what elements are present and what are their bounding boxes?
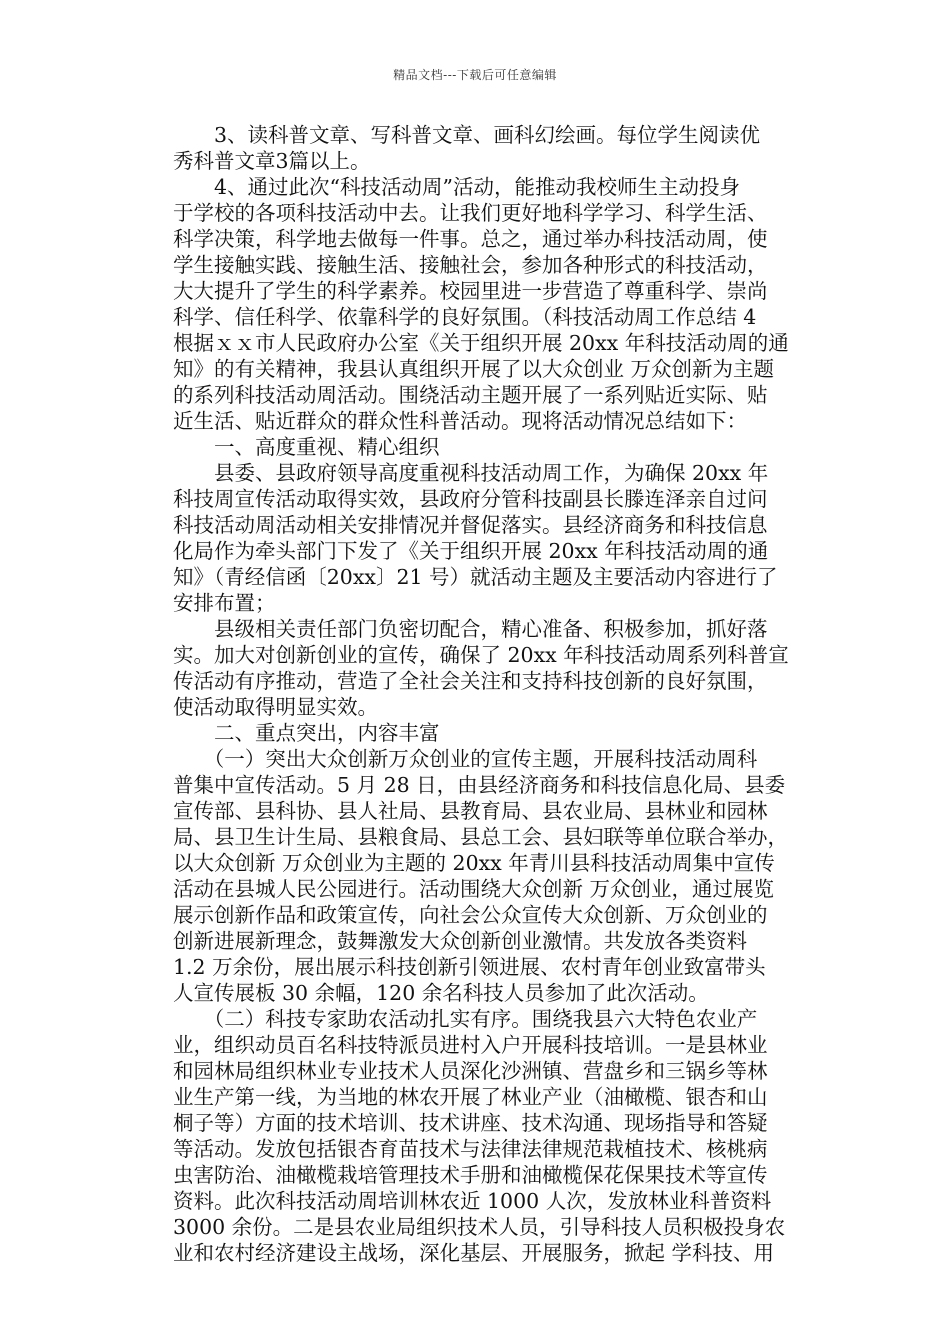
text-line: （二）科技专家助农活动扎实有序。围绕我县六大特色农业产 [173,1007,758,1031]
text-line: 的系列科技活动周活动。围绕活动主题开展了一系列贴近实际、贴 [173,383,768,407]
text-line: 虫害防治、油橄榄栽培管理技术手册和油橄榄保花保果技术等宣传 [173,1163,768,1187]
text-line: 科学决策，科学地去做每一件事。总之，通过举办科技活动周，使 [173,227,768,251]
text-line: 活动在县城人民公园进行。活动围绕大众创新 万众创业，通过展览 [173,877,775,901]
text-line: 资料。此次科技活动周培训林农近 1000 人次，发放林业科普资料 [173,1189,772,1213]
text-line: 业和农村经济建设主战场，深化基层、开展服务，掀起 学科技、用 [173,1241,775,1265]
text-line: 传活动有序推动，营造了全社会关注和支持科技创新的良好氛围， [173,669,768,693]
text-line: 实。加大对创新创业的宣传，确保了 20xx 年科技活动周系列科普宣 [173,643,789,667]
text-line: 二、重点突出，内容丰富 [173,721,440,745]
text-line: 普集中宣传活动。5 月 28 日，由县经济商务和科技信息化局、县委 [173,773,786,797]
text-line: 业，组织动员百名科技特派员进村入户开展科技培训。一是县林业 [173,1033,768,1057]
text-line: 于学校的各项科技活动中去。让我们更好地科学学习、科学生活、 [173,201,768,225]
text-line: 化局作为牵头部门下发了《关于组织开展 20xx 年科技活动周的通 [173,539,769,563]
text-line: 大大提升了学生的科学素养。校园里进一步营造了尊重科学、崇尚 [173,279,768,303]
text-line: 业生产第一线，为当地的林农开展了林业产业（油橄榄、银杏和山 [173,1085,768,1109]
text-line: 1.2 万余份，展出展示科技创新引领进展、农村青年创业致富带头 [173,955,766,979]
text-line: 使活动取得明显实效。 [173,695,378,719]
text-line: 3、读科普文章、写科普文章、画科幻绘画。每位学生阅读优 [173,123,761,147]
document-body [173,122,793,1266]
text-line: 一、高度重视、精心组织 [173,435,440,459]
text-line: 知》的有关精神，我县认真组织开展了以大众创业 万众创新为主题 [173,357,775,381]
text-line: 和园林局组织林业专业技术人员深化沙洲镇、营盘乡和三锅乡等林 [173,1059,768,1083]
page-header: 精品文档---下载后可任意编辑 [393,68,557,82]
text-line: 秀科普文章3篇以上。 [173,149,371,173]
text-line: 县委、县政府领导高度重视科技活动周工作，为确保 20xx 年 [173,461,769,485]
text-line: 局、县卫生计生局、县粮食局、县总工会、县妇联等单位联合举办， [173,825,788,849]
text-line: 根据ｘｘ市人民政府办公室《关于组织开展 20xx 年科技活动周的通 [173,331,789,355]
text-line: 科技活动周活动相关安排情况并督促落实。县经济商务和科技信息 [173,513,768,537]
text-line: 3000 余份。二是县农业局组织技术人员，引导科技人员积极投身农 [173,1215,786,1239]
text-line: 桐子等）方面的技术培训、技术讲座、技术沟通、现场指导和答疑 [173,1111,768,1135]
text-line: 科技周宣传活动取得实效，县政府分管科技副县长滕连泽亲自过问 [173,487,768,511]
text-line: 人宣传展板 30 余幅，120 余名科技人员参加了此次活动。 [173,981,709,1005]
text-line: 宣传部、县科协、县人社局、县教育局、县农业局、县林业和园林 [173,799,768,823]
text-line: （一）突出大众创新万众创业的宣传主题，开展科技活动周科 [173,747,758,771]
text-line: 科学、信任科学、依靠科学的良好氛围。（科技活动周工作总结 4 [173,305,757,329]
text-line: 展示创新作品和政策宣传，向社会公众宣传大众创新、万众创业的 [173,903,768,927]
text-line: 4、通过此次“科技活动周”活动，能推动我校师生主动投身 [173,175,741,199]
text-line: 知》（青经信函〔20xx〕21 号）就活动主题及主要活动内容进行了 [173,565,778,589]
text-line: 安排布置； [173,591,276,615]
text-line: 等活动。发放包括银杏育苗技术与法律法律规范栽植技术、核桃病 [173,1137,768,1161]
text-line: 县级相关责任部门负密切配合，精心准备、积极参加，抓好落 [173,617,768,641]
text-line: 学生接触实践、接触生活、接触社会，参加各种形式的科技活动， [173,253,768,277]
text-line: 创新进展新理念，鼓舞激发大众创新创业激情。共发放各类资料 [173,929,747,953]
text-line: 近生活、贴近群众的群众性科普活动。现将活动情况总结如下： [173,409,747,433]
text-line: 以大众创新 万众创业为主题的 20xx 年青川县科技活动周集中宣传 [173,851,775,875]
